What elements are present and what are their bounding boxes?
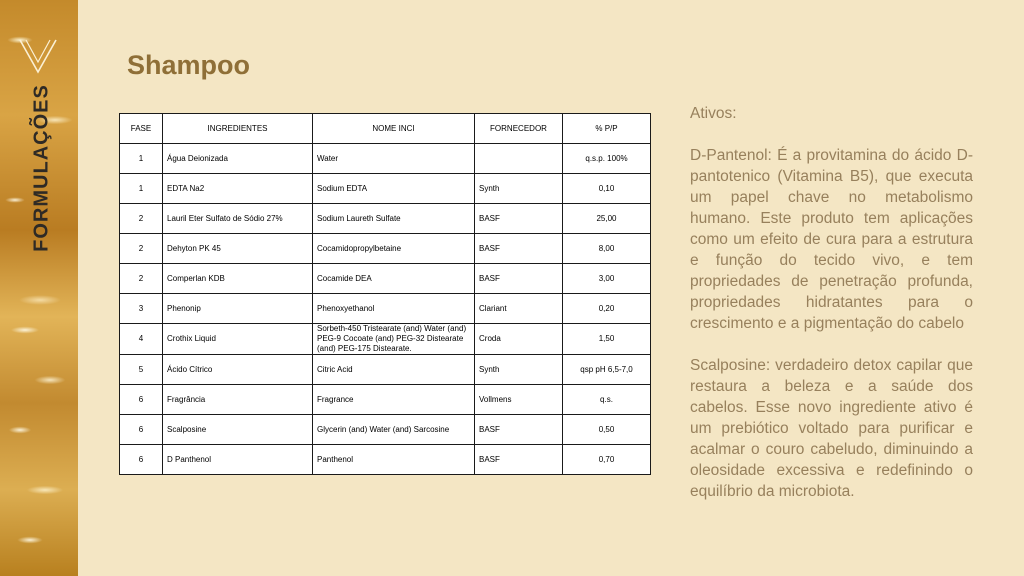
cell-inci: Cocamidopropylbetaine: [313, 234, 475, 264]
cell-ingrediente: D Panthenol: [163, 445, 313, 475]
cell-inci: Sorbeth-450 Tristearate (and) Water (and) PEG-9 Cocoate (and) PEG-32 Distearate (and) PEG-175 Distearate.: [313, 324, 475, 355]
header-nome-inci: NOME INCI: [313, 114, 475, 144]
table-row: [120, 234, 651, 264]
table-header-row: [120, 114, 651, 144]
cell-inci: Sodium EDTA: [313, 174, 475, 204]
cell-fornecedor: BASF: [475, 415, 563, 445]
cell-inci: Water: [313, 144, 475, 174]
table-row: [120, 294, 651, 324]
cell-ingrediente: Água Deionizada: [163, 144, 313, 174]
cell-fornecedor: BASF: [475, 234, 563, 264]
cell-inci: Cocamide DEA: [313, 264, 475, 294]
header-fornecedor: FORNECEDOR: [475, 114, 563, 144]
cell-inci: Sodium Laureth Sulfate: [313, 204, 475, 234]
cell-ingrediente: Comperlan KDB: [163, 264, 313, 294]
section-label: FORMULAÇÕES: [30, 84, 53, 252]
cell-percent: q.s.: [563, 385, 651, 415]
cell-ingrediente: Scalposine: [163, 415, 313, 445]
cell-fase: 2: [120, 264, 163, 294]
cell-ingrediente: Fragrância: [163, 385, 313, 415]
header-fase: FASE: [120, 114, 163, 144]
table-row: [120, 324, 651, 355]
cell-inci: Phenoxyethanol: [313, 294, 475, 324]
cell-fase: 6: [120, 385, 163, 415]
cell-fornecedor: Clariant: [475, 294, 563, 324]
cell-fornecedor: BASF: [475, 204, 563, 234]
cell-fornecedor: Croda: [475, 324, 563, 355]
cell-fornecedor: Synth: [475, 174, 563, 204]
cell-fase: 1: [120, 174, 163, 204]
cell-percent: 3,00: [563, 264, 651, 294]
cell-ingrediente: Dehyton PK 45: [163, 234, 313, 264]
cell-inci: Citric Acid: [313, 355, 475, 385]
cell-ingrediente: Ácido Cítrico: [163, 355, 313, 385]
table-row: [120, 264, 651, 294]
cell-fornecedor: Vollmens: [475, 385, 563, 415]
cell-fornecedor: BASF: [475, 264, 563, 294]
cell-fornecedor: Synth: [475, 355, 563, 385]
cell-fase: 2: [120, 204, 163, 234]
cell-fase: 3: [120, 294, 163, 324]
page-title: Shampoo: [127, 50, 251, 80]
cell-fase: 6: [120, 445, 163, 475]
cell-percent: qsp pH 6,5-7,0: [563, 355, 651, 385]
cell-fornecedor: BASF: [475, 445, 563, 475]
cell-ingrediente: Crothix Liquid: [163, 324, 313, 355]
cell-fase: 4: [120, 324, 163, 355]
cell-ingrediente: Phenonip: [163, 294, 313, 324]
scalposine-paragraph: Scalposine: verdadeiro detox capilar que restaura a beleza e a saúde dos cabelos. Esse novo ingrediente ativo é um prebiótico voltado para purificar e acalmar o couro cabeludo, diminuindo a oleosidade excessiva e redefinindo o equilíbrio da microbiota.: [690, 357, 973, 500]
cell-percent: 0,70: [563, 445, 651, 475]
cell-percent: q.s.p. 100%: [563, 144, 651, 174]
cell-fornecedor: [475, 144, 563, 174]
table-row: [120, 144, 651, 174]
cell-percent: 8,00: [563, 234, 651, 264]
formulation-table-container: [119, 113, 650, 475]
d-pantenol-paragraph: D-Pantenol: É a provitamina do ácido D-pantotenico (Vitamina B5), que executa um papel chave no metabolismo humano. Este produto tem aplicações como um efeito de cura para a estrutura e função do tecido vivo, e tem propriedades de penetração profunda, propriedades hidratantes para o crescimento e a pigmentação do cabelo: [690, 147, 973, 332]
cell-inci: Glycerin (and) Water (and) Sarcosine: [313, 415, 475, 445]
cell-fase: 6: [120, 415, 163, 445]
ativos-description: [690, 103, 973, 502]
table-row: [120, 174, 651, 204]
header-ingredientes: INGREDIENTES: [163, 114, 313, 144]
table-row: [120, 385, 651, 415]
table-row: [120, 355, 651, 385]
ativos-heading: Ativos:: [690, 105, 737, 122]
cell-ingrediente: Lauril Eter Sulfato de Sódio 27%: [163, 204, 313, 234]
header-percent: % P/P: [563, 114, 651, 144]
paragraph-spacer: [690, 334, 973, 355]
cell-percent: 25,00: [563, 204, 651, 234]
cell-ingrediente: EDTA Na2: [163, 174, 313, 204]
table-row: [120, 445, 651, 475]
cell-percent: 0,50: [563, 415, 651, 445]
formulation-table: [119, 113, 651, 475]
cell-percent: 0,10: [563, 174, 651, 204]
table-row: [120, 204, 651, 234]
sidebar-gold-strip: [0, 0, 78, 576]
v-logo-icon: [18, 38, 58, 76]
cell-fase: 2: [120, 234, 163, 264]
cell-percent: 1,50: [563, 324, 651, 355]
cell-inci: Fragrance: [313, 385, 475, 415]
cell-fase: 5: [120, 355, 163, 385]
cell-inci: Panthenol: [313, 445, 475, 475]
cell-fase: 1: [120, 144, 163, 174]
table-row: [120, 415, 651, 445]
cell-percent: 0,20: [563, 294, 651, 324]
